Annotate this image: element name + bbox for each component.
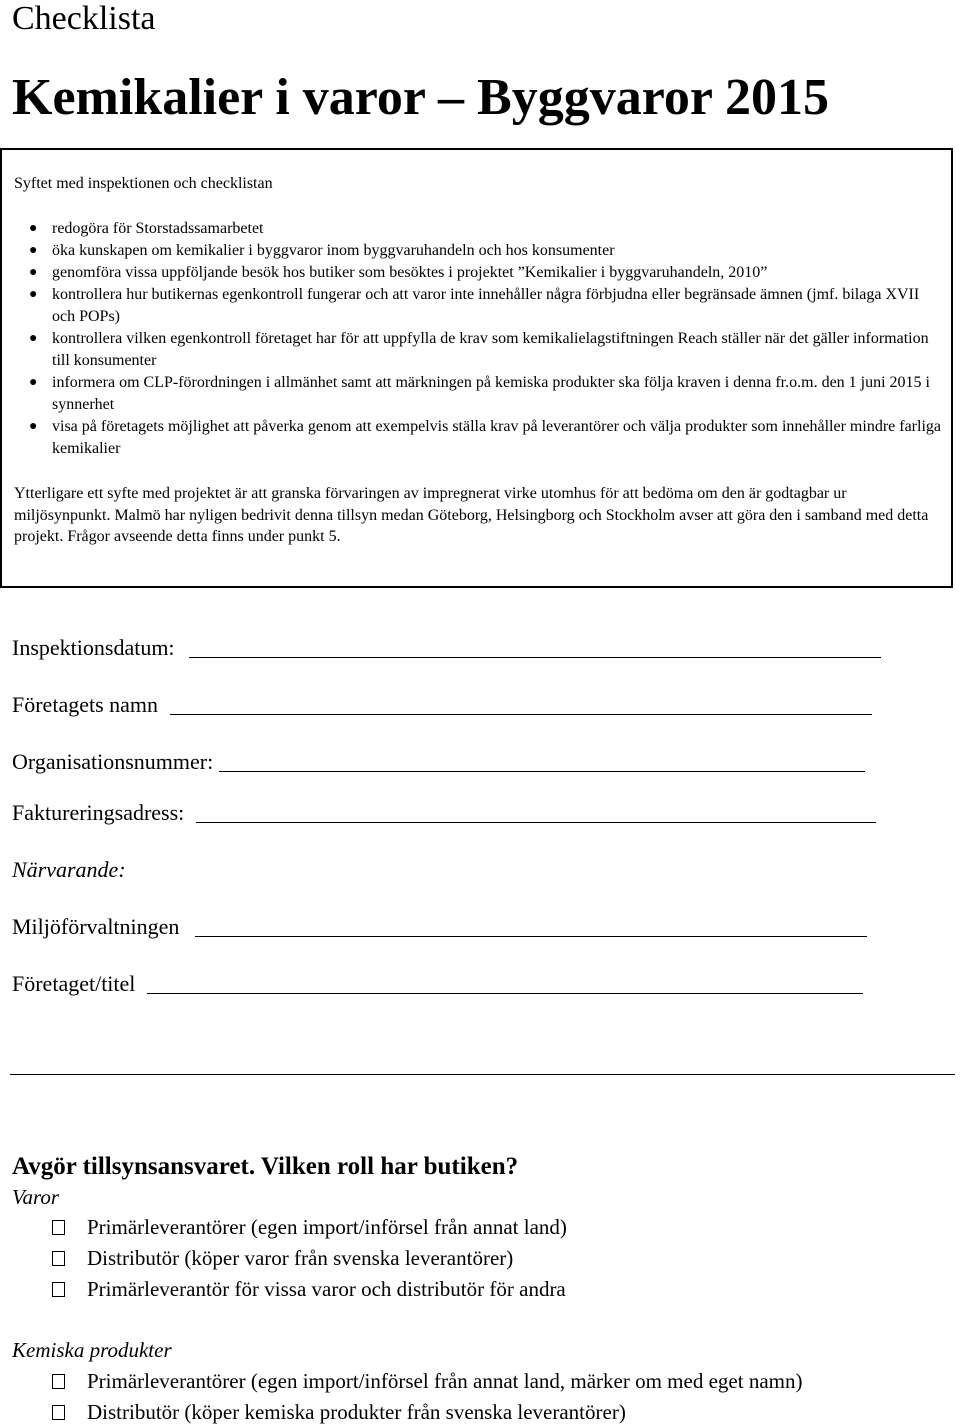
bullet-icon: ●	[29, 221, 38, 236]
org-number-label: Organisationsnummer:	[12, 749, 214, 774]
checkbox[interactable]	[52, 1405, 65, 1420]
environment-admin-field	[12, 913, 867, 941]
present-label: Närvarande:	[12, 857, 126, 882]
billing-address-field	[12, 799, 876, 827]
checkbox[interactable]	[52, 1251, 65, 1266]
chemicals-options	[52, 1366, 802, 1428]
company-title-input[interactable]	[147, 971, 863, 994]
environment-admin-label: Miljöförvaltningen	[12, 914, 180, 939]
list-item: ● informera om CLP-förordningen i allmänhet samt att märkningen på kemiska produkter ska följa kraven i denna fr.o.m. den 1 juni 2015 i synnerhet	[29, 374, 930, 413]
goods-heading: Varor	[12, 1185, 60, 1209]
billing-address-input[interactable]	[196, 800, 876, 823]
document-title: Kemikalier i varor – Byggvaror 2015	[12, 69, 830, 126]
checkbox[interactable]	[52, 1220, 65, 1235]
section-heading: Avgör tillsynsansvaret. Vilken roll har butiken?	[12, 1153, 519, 1180]
bullet-icon: ●	[29, 265, 38, 280]
company-name-label: Företagets namn	[12, 692, 159, 717]
bullet-icon: ●	[29, 287, 38, 302]
chemicals-heading: Kemiska produkter	[12, 1338, 172, 1362]
bullet-icon: ●	[29, 419, 38, 434]
org-number-field	[12, 748, 865, 776]
document-label: Checklista	[12, 0, 156, 37]
list-item: ● visa på företagets möjlighet att påverka genom att exempelvis ställa krav på leverantörer och välja produkter som innehåller mindre farliga kemikalier	[29, 418, 941, 457]
inspection-date-label: Inspektionsdatum:	[12, 635, 175, 660]
company-title-label: Företaget/titel	[12, 971, 136, 996]
list-item: ● kontrollera hur butikernas egenkontroll fungerar och att varor inte innehåller några förbjudna eller begränsade ämnen (jmf. bilaga XVII och POPs)	[29, 286, 920, 325]
bullet-icon: ●	[29, 331, 38, 346]
checkbox[interactable]	[52, 1282, 65, 1297]
bullet-icon: ●	[29, 375, 38, 390]
company-name-field	[12, 691, 872, 719]
bullet-icon: ●	[29, 243, 38, 258]
company-name-input[interactable]	[170, 692, 872, 715]
org-number-input[interactable]	[219, 749, 865, 772]
company-title-field	[12, 970, 863, 998]
list-item: ● genomföra vissa uppföljande besök hos butiker som besöktes i projektet ”Kemikalier i byggvaruhandeln, 2010”	[2, 262, 942, 284]
list-item: Distributör (köper kemiska produkter från svenska leverantörer)	[52, 1397, 802, 1428]
list-item: ● kontrollera vilken egenkontroll företaget har för att uppfylla de krav som kemikalielagstiftningen Reach ställer när det gäller information till konsumenter	[29, 330, 929, 369]
list-item: ● redogöra för Storstadssamarbetet	[2, 218, 942, 240]
list-item: Primärleverantörer (egen import/införsel från annat land, märker om med eget namn)	[52, 1366, 802, 1397]
divider	[10, 1074, 955, 1075]
purpose-heading: Syftet med inspektionen och checklistan	[14, 175, 273, 192]
billing-address-label: Faktureringsadress:	[12, 800, 185, 825]
purpose-paragraph: Ytterligare ett syfte med projektet är att granska förvaringen av impregnerat virke utomhus för att bedöma om den är godtagbar ur miljösynpunkt. Malmö har nyligen bedrivit denna tillsyn medan Göteborg, Helsingborg och Stockholm avser att göra den i samband med detta projekt. Frågor avseende detta finns under punkt 5.	[14, 485, 929, 545]
goods-options	[52, 1212, 567, 1305]
inspection-date-input[interactable]	[189, 635, 881, 658]
list-item: Distributör (köper varor från svenska leverantörer)	[52, 1243, 567, 1274]
list-item: ● öka kunskapen om kemikalier i byggvaror inom byggvaruhandeln och hos konsumenter	[2, 240, 942, 262]
environment-admin-input[interactable]	[195, 914, 867, 937]
checkbox[interactable]	[52, 1374, 65, 1389]
purpose-box	[0, 148, 953, 588]
purpose-list	[2, 218, 942, 460]
inspection-date-field	[12, 634, 881, 662]
list-item: Primärleverantörer (egen import/införsel från annat land)	[52, 1212, 567, 1243]
list-item: Primärleverantör för vissa varor och distributör för andra	[52, 1274, 567, 1305]
